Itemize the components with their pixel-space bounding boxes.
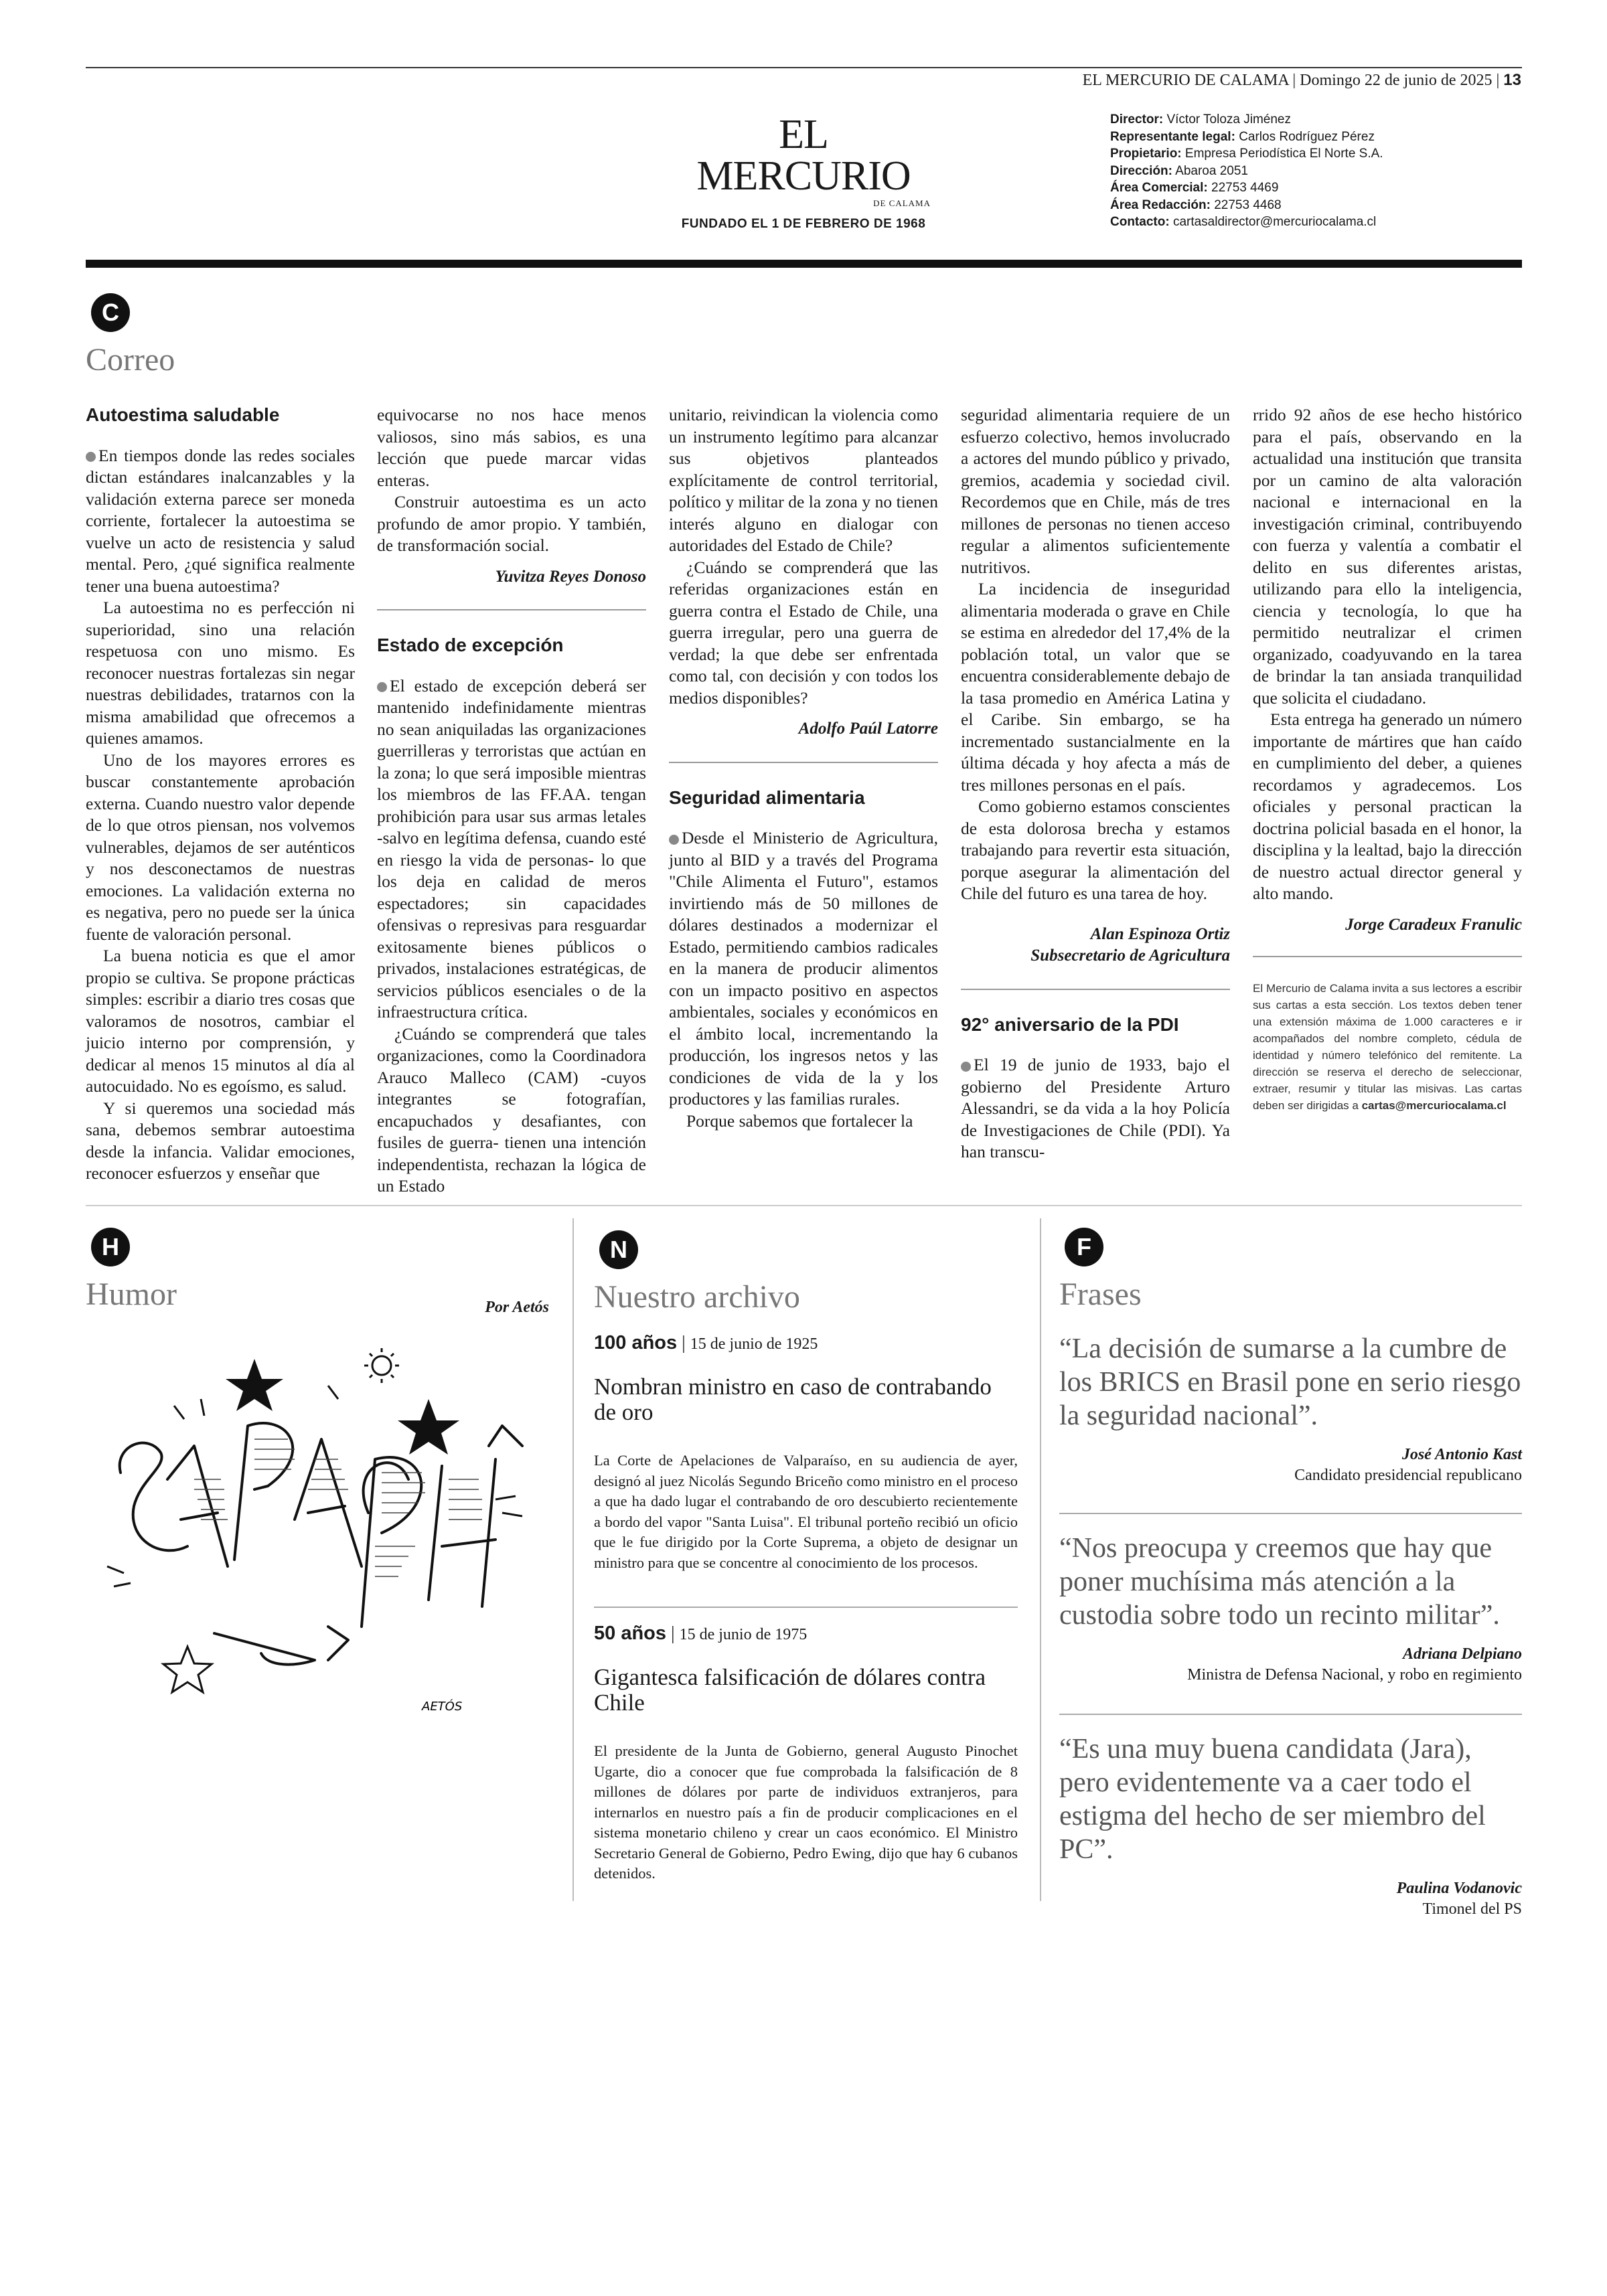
humor-byline: Por Aetós bbox=[485, 1299, 549, 1316]
quote-author: Adriana Delpiano bbox=[1402, 1645, 1522, 1663]
quote-author-role: Timonel del PS bbox=[1422, 1900, 1522, 1918]
letter-divider bbox=[961, 989, 1230, 990]
top-rule bbox=[86, 67, 1522, 68]
bullet-icon bbox=[961, 1062, 971, 1072]
letter-divider bbox=[377, 609, 646, 610]
column-5 bbox=[1253, 404, 1522, 1114]
section-badge-archivo: N bbox=[599, 1230, 638, 1269]
letter-paragraph: El 19 de junio de 1933, bajo el gobierno del Presidente Arturo Alessandri, se da vida a la hoy Policía de Investigaciones de Chile (PDI). Ya han transcu- bbox=[961, 1055, 1230, 1161]
letter-paragraph: La incidencia de inseguridad alimentaria moderada o grave en Chile se estima en alrededor del 17,4% de la población total, un valor que se encuentra considerablemente debajo de la tasa promedio en América Latina y el Caribe. Sin embargo, se ha incrementado sustancialmente en la última década y hoy afecta a más de tres millones personas en el país. bbox=[961, 579, 1230, 795]
masthead-subtitle: DE CALAMA bbox=[873, 198, 931, 208]
letter-headline: Seguridad alimentaria bbox=[669, 787, 865, 808]
quote-text: “Nos preocupa y creemos que hay que poner muchísima más atención a la custodia sobre todo un recinto militar”. bbox=[1059, 1533, 1500, 1631]
archive-date-line: 50 años | 15 de junio de 1975 bbox=[594, 1623, 808, 1644]
letter-paragraph: La buena noticia es que el amor propio se cultiva. Se propone prácticas simples: escribir a diario tres cosas que valoramos de nosotros, cambiar el juicio interno por comprensión, y dedicar al menos 15 minutos al día al autocuidado. No es egoísmo, es salud. bbox=[86, 946, 355, 1096]
page-info: EL MERCURIO DE CALAMA | Domingo 22 de junio de 2025 | 13 bbox=[1082, 71, 1521, 89]
letter-paragraph: unitario, reivindican la violencia como un instrumento legítimo para alcanzar sus objetivos planteados explícitamente de control territorial, político y militar de la zona y no tienen interés alguno en dialogar con autoridades del Estado de Chile? bbox=[669, 405, 938, 555]
letter-paragraph: En tiempos donde las redes sociales dictan estándares inalcanzables y la validación externa parece ser moneda corriente, fortalecer la autoestima se vuelve un acto de resistencia y salud mental. Pero, ¿qué significa realmente tener una buena autoestima? bbox=[86, 445, 355, 596]
letter-signature: Alan Espinoza Ortiz bbox=[1090, 924, 1230, 943]
letter-paragraph: Esta entrega ha generado un número importante de mártires que han caído en cumplimiento del deber, a quienes recordamos y agradecemos. Los oficiales y personal practican la doctrina policial basada en el honor, la disciplina y la lealtad, bajo la dirección de nuestro actual director general y alto mando. bbox=[1253, 710, 1522, 903]
letter-signature-role: Subsecretario de Agricultura bbox=[1030, 947, 1230, 965]
submission-email[interactable]: cartas@mercuriocalama.cl bbox=[1361, 1099, 1507, 1112]
letter-paragraph: ¿Cuándo se comprenderá que tales organizaciones, como la Coordinadora Arauco Malleco (CAM) -cuyos integrantes se fotografían, encapuchados y desafiantes, con fusiles de guerra- tienen una intención independentista, rechazan la lógica de un Estado bbox=[377, 1023, 646, 1196]
submission-note: El Mercurio de Calama invita a sus lectores a escribir sus cartas a esta sección. Los textos deben tener una extensión máxima de 1.000 caracteres e ir acompañados del nombre completo, cédula de identidad y número telefónico del remitente. La dirección se reserva el derecho de seleccionar, extraer, resumir y titular las misivas. Las cartas deben ser dirigidas a cartas@mercuriocalama.cl bbox=[1253, 982, 1522, 1112]
quote-divider bbox=[1059, 1513, 1522, 1514]
letter-signature: Adolfo Paúl Latorre bbox=[798, 720, 938, 738]
bullet-icon bbox=[377, 682, 387, 692]
quote-author: José Antonio Kast bbox=[1401, 1446, 1522, 1463]
section-badge-humor: H bbox=[91, 1228, 130, 1266]
letter-paragraph: rrido 92 años de ese hecho histórico para el país, observando en la actualidad una institución que transita por un camino de alta valoración nacional e internacional en la investigación criminal, contribuyendo con fuerza y valentía a combatir el delito en sus diferentes aristas, utilizando para ello la inteligencia, ciencia y tecnología, lo que ha permitido neutralizar el crimen organizado, coadyuvando en la tarea de brindar la tan ansiada tranquilidad que solicita el ciudadano. bbox=[1253, 405, 1522, 708]
section-divider bbox=[86, 1205, 1522, 1206]
letter-paragraph: Construir autoestima es un acto profundo de amor propio. Y también, de transformación social. bbox=[377, 492, 646, 555]
archive-body: El presidente de la Junta de Gobierno, general Augusto Pinochet Ugarte, dio a conocer que fue comprobada la falsificación de 8 millones de dólares por parte de individuos extranjeros, para internarlos en nuestro país a fin de producir complicaciones en el sistema monetario chileno y crear un caos económico. El Ministro Secretario General de Gobierno, Pedro Ewing, dijo que hay 6 cubanos detenidos. bbox=[594, 1742, 1018, 1882]
quote-author-role: Ministra de Defensa Nacional, y robo en regimiento bbox=[1187, 1666, 1522, 1684]
letter-paragraph: ¿Cuándo se comprenderá que las referidas organizaciones están en guerra contra el Estado de Chile, una guerra irregular, pero una guerra de verdad; la que debe ser enfrentada como tal, con decisión y con todos los medios disponibles? bbox=[669, 557, 938, 708]
section-badge-frases: F bbox=[1065, 1228, 1103, 1266]
quote-text: “Es una muy buena candidata (Jara), pero evidentemente va a caer todo el estigma del hecho de ser miembro del PC”. bbox=[1059, 1734, 1486, 1865]
letter-headline: Autoestima saludable bbox=[86, 404, 280, 425]
staff-line: Dirección: Abaroa 2051 bbox=[1110, 163, 1248, 178]
masthead-logo: EL MERCURIO bbox=[696, 112, 911, 199]
column-2 bbox=[377, 404, 646, 1198]
letter-headline: Estado de excepción bbox=[377, 635, 564, 655]
quote-author-role: Candidato presidencial republicano bbox=[1294, 1467, 1522, 1484]
archive-headline: Gigantesca falsificación de dólares contra Chile bbox=[594, 1664, 986, 1716]
founded-line: FUNDADO EL 1 DE FEBRERO DE 1968 bbox=[681, 217, 926, 231]
quote-author: Paulina Vodanovic bbox=[1396, 1880, 1522, 1897]
archive-item bbox=[594, 1332, 1018, 1573]
letter-paragraph: La autoestima no es perfección ni superioridad, sino una relación respetuosa con uno mismo. Es reconocer nuestras fortalezas sin negar nuestras debilidades, tratarnos con la misma amabilidad que ofrecemos a quienes amamos. bbox=[86, 598, 355, 748]
letter-signature: Jorge Caradeux Franulic bbox=[1345, 915, 1522, 934]
quote-block bbox=[1059, 1532, 1522, 1684]
staff-line: Representante legal: Carlos Rodríguez Pérez bbox=[1110, 129, 1375, 144]
letter-headline: 92° aniversario de la PDI bbox=[961, 1013, 1179, 1035]
bullet-icon bbox=[86, 452, 96, 462]
staff-line: Director: Víctor Toloza Jiménez bbox=[1110, 112, 1291, 127]
letter-paragraph: El estado de excepción deberá ser mantenido indefinidamente mientras no sean aniquiladas las organizaciones guerrilleras y terroristas que actúan en la zona; lo que será imposible mientras los miembros de las FF.AA. tengan prohibición para usar sus armas letales -salvo en legítima defensa, cuando esté en riesgo la vida de personas- lo que los deja en calidad de meros espectadores; sin capacidades ofensivas o represivas para resguardar exitosamente bienes públicos o privados, instalaciones estratégicas, de servicios públicos esenciales o de la infraestructura crítica. bbox=[377, 675, 646, 1021]
letter-signature: Yuvitza Reyes Donoso bbox=[495, 567, 646, 586]
cartoon-illustration bbox=[94, 1345, 556, 1720]
letter-paragraph: Uno de los mayores errores es buscar constantemente aprobación externa. Cuando nuestro valor depende de lo que otros piensan, nos volvemos vulnerables, dejamos de ser auténticos y nos desconectamos de nuestras emociones. La validación externa no es negativa, pero no puede ser la única fuente de valoración personal. bbox=[86, 750, 355, 944]
staff-line: Área Redacción: 22753 4468 bbox=[1110, 197, 1282, 212]
section-title-humor: Humor bbox=[86, 1277, 177, 1312]
archive-body: La Corte de Apelaciones de Valparaíso, en su audiencia de ayer, designó al juez Nicolás Segundo Briceño como ministro en el proceso a que ha dado lugar el contrabando de oro descubierto recientemente a bordo del vapor "Santa Luisa". El tribunal porteño recibió un oficio que le fue dirigido por la Corte Suprema, a objeto de designar un ministro para que se concentre al conocimiento de los procesos. bbox=[594, 1452, 1018, 1571]
section-title-frases: Frases bbox=[1059, 1277, 1142, 1312]
cartoon-signature: AETÓS bbox=[422, 1700, 463, 1714]
publication-name: EL MERCURIO DE CALAMA bbox=[1082, 72, 1289, 89]
letter-paragraph: Porque sabemos que fortalecer la bbox=[686, 1111, 913, 1131]
quote-block bbox=[1059, 1732, 1522, 1918]
masthead bbox=[676, 114, 931, 232]
archive-divider bbox=[594, 1607, 1018, 1608]
quote-divider bbox=[1059, 1714, 1522, 1715]
column-4 bbox=[961, 404, 1230, 1163]
quote-text: “La decisión de sumarse a la cumbre de los BRICS en Brasil pone en serio riesgo la seguridad nacional”. bbox=[1059, 1333, 1521, 1431]
staff-line: Contacto: cartasaldirector@mercuriocalama.cl bbox=[1110, 215, 1377, 229]
archive-date-line: 100 años | 15 de junio de 1925 bbox=[594, 1332, 818, 1354]
archive-headline: Nombran ministro en caso de contrabando de oro bbox=[594, 1374, 992, 1425]
letter-paragraph: Como gobierno estamos conscientes de esta dolorosa brecha y estamos trabajando para revertir esta situación, porque asegurar la alimentación del Chile del futuro es una tarea de hoy. bbox=[961, 797, 1230, 903]
staff-line: Propietario: Empresa Periodística El Norte S.A. bbox=[1110, 147, 1383, 161]
letter-paragraph: seguridad alimentaria requiere de un esfuerzo colectivo, hemos involucrado a actores del mundo público y privado, gremios, academia y sociedad civil. Recordemos que en Chile, más de tres millones de personas no tienen acceso regular a alimentos suficientemente nutritivos. bbox=[961, 405, 1230, 577]
bullet-icon bbox=[669, 835, 679, 845]
column-divider bbox=[1040, 1218, 1041, 1901]
column-1 bbox=[86, 404, 355, 1185]
archive-item bbox=[594, 1623, 1018, 1884]
column-divider bbox=[572, 1218, 574, 1901]
section-title-archivo: Nuestro archivo bbox=[594, 1279, 800, 1315]
letter-divider bbox=[669, 762, 938, 763]
staff-box bbox=[1110, 111, 1383, 231]
quote-block bbox=[1059, 1332, 1522, 1485]
letter-paragraph: equivocarse no nos hace menos valiosos, sino más sabios, es una lección que puede marcar vidas enteras. bbox=[377, 405, 646, 490]
column-3 bbox=[669, 404, 938, 1132]
section-badge-correo: C bbox=[91, 293, 130, 332]
letter-paragraph: Y si queremos una sociedad más sana, debemos sembrar autoestima desde la infancia. Validar emociones, reconocer esfuerzos y enseñar que bbox=[86, 1098, 355, 1183]
letter-paragraph: Desde el Ministerio de Agricultura, junto al BID y a través del Programa "Chile Alimenta el Futuro", estamos invirtiendo más de 50 millones de dólares destinados a modernizar el Estado, permitiendo cambios radicales en la manera de producir alimentos con un impacto positivo en aspectos ambientales, sociales y económicos en el ámbito local, incrementando la producción, los ingresos netos y las condiciones de vida de la y los productores y las familias rurales. bbox=[669, 828, 938, 1109]
section-rule bbox=[86, 260, 1522, 268]
section-title-correo: Correo bbox=[86, 342, 175, 378]
letter-divider bbox=[1253, 956, 1522, 957]
humor-cartoon bbox=[94, 1345, 556, 1720]
staff-line: Área Comercial: 22753 4469 bbox=[1110, 181, 1279, 195]
issue-date: Domingo 22 de junio de 2025 bbox=[1300, 72, 1493, 89]
page-number: 13 bbox=[1503, 71, 1521, 89]
